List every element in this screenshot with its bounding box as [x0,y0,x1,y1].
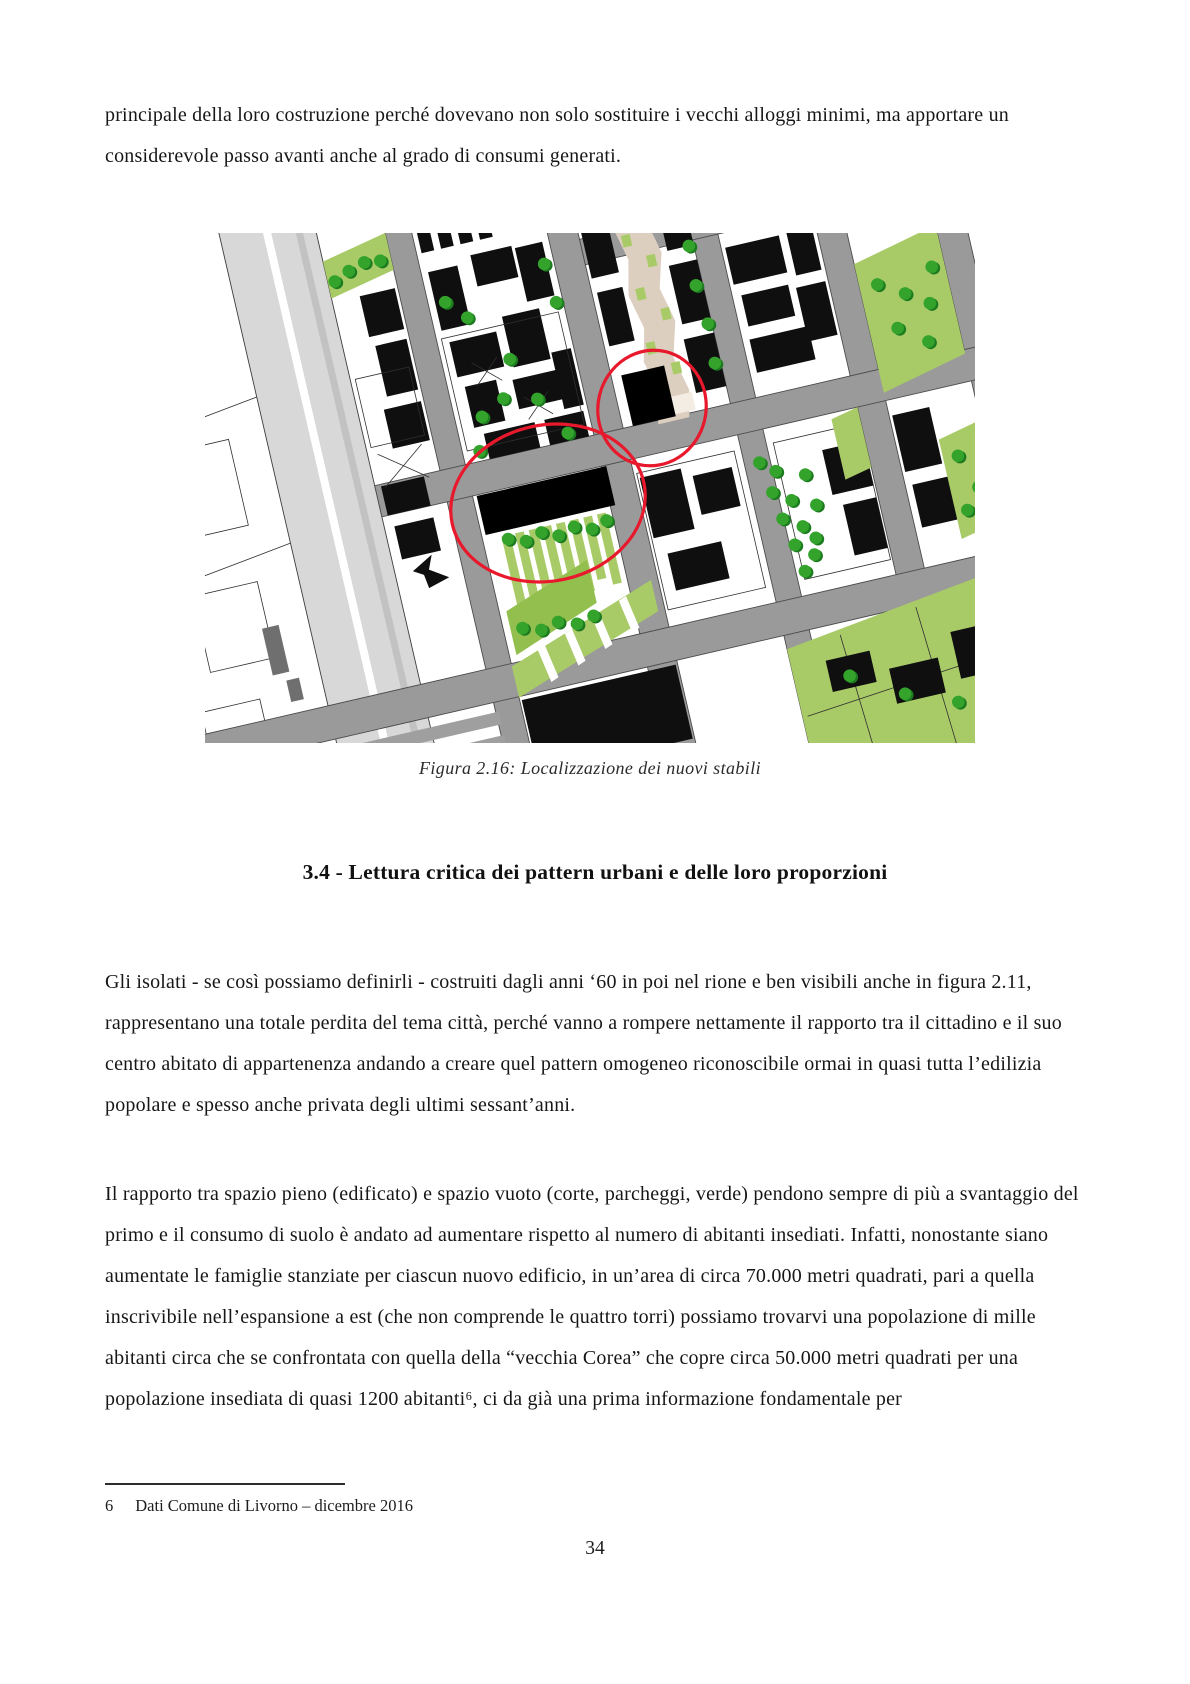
figure-caption: Figura 2.16: Localizzazione dei nuovi stabili [419,758,761,778]
map-street-grid [205,233,975,743]
map-image [205,233,975,743]
footnote-marker: 6 [105,1496,114,1515]
figure-2-16 [205,233,975,779]
section-heading: 3.4 - Lettura critica dei pattern urbani e delle loro proporzioni [302,860,888,884]
section-paragraph-1: Gli isolati - se così possiamo definirli - costruiti dagli anni ‘60 in poi nel rione e ben visibili anche in figura 2.11, rappresentano una totale perdita del tema città, perché vanno a rompere nettamente il rapporto tra il cittadino e il suo centro abitato di appartenenza andando a creare quel pattern omogeneo riconoscibile ormai in quasi tutta l’edilizia popolare e spesso anche privata degli ultimi sessant’anni. [105,971,1062,1116]
intro-paragraph: principale della loro costruzione perché dovevano non solo sostituire i vecchi alloggi minimi, ma apportare un considerevole passo avanti anche al grado di consumi generati. [105,104,1009,167]
page-number: 34 [585,1538,605,1559]
section-paragraph-2: Il rapporto tra spazio pieno (edificato) e spazio vuoto (corte, parcheggi, verde) pendono sempre di più a svantaggio del primo e il consumo di suolo è andato ad aumentare rispetto al numero di abitanti insediati. Infatti, nonostante siano aumentate le famiglie stanziate per ciascun nuovo edificio, in un’area di circa 70.000 metri quadrati, pari a quella inscrivibile nell’espansione a est (che non comprende le quattro torri) possiamo trovarvi una popolazione di mille abitanti circa che se confrontata con quella della “vecchia Corea” che copre circa 50.000 metri quadrati per una popolazione insediata di quasi 1200 abitanti⁶, ci da già una prima informazione fondamentale per [105,1183,1079,1410]
footnote-text: Dati Comune di Livorno – dicembre 2016 [135,1496,413,1515]
footnote-separator [105,1483,345,1485]
urban-plan-map [205,233,975,743]
footnote [105,1496,1085,1516]
